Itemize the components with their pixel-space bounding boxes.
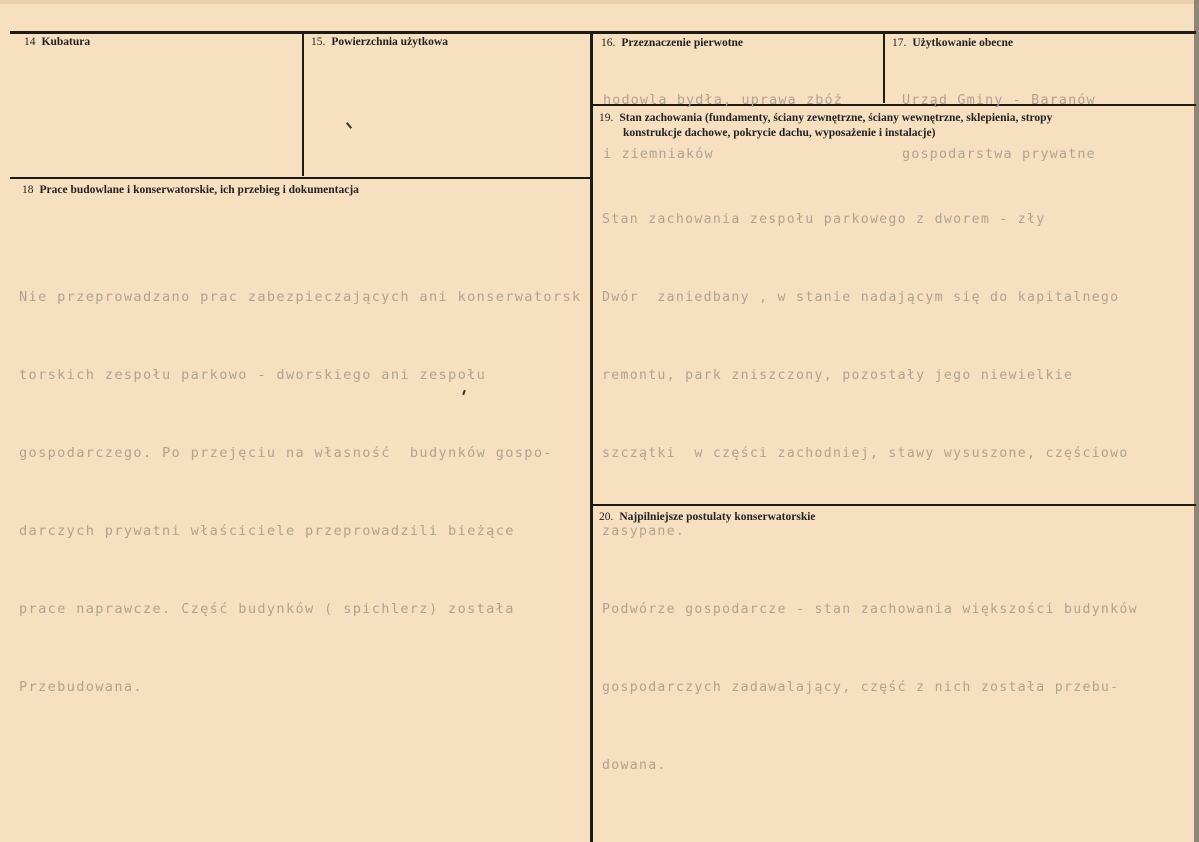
section-19-line: gospodarczych zadawalający, część z nich została przebu- <box>602 680 1120 695</box>
section-19-label <box>599 111 1052 126</box>
section-19-line: remontu, park zniszczony, pozostały jego niewielkie <box>602 368 1074 383</box>
section-20-title: Najpilniejsze postulaty konserwatorskie <box>619 511 816 523</box>
top-rule <box>10 31 1196 34</box>
section-20-label <box>599 510 816 525</box>
section-20-number: 20. <box>599 511 614 523</box>
section-19-text <box>602 155 1138 831</box>
section-17-line: gospodarstwa prywatne <box>902 146 1096 162</box>
section-19-label-cont <box>623 126 935 141</box>
section-15-label <box>311 35 448 50</box>
section-16-line: hodowla bydła, uprawa zbóż <box>603 92 843 108</box>
section-14-number: 14 <box>24 36 36 48</box>
section-16-title: Przeznaczenie pierwotne <box>621 37 744 49</box>
section-19-line: Podwórze gospodarcze - stan zachowania większości budynków <box>602 602 1138 617</box>
section-17-title: Użytkowanie obecne <box>912 37 1013 49</box>
section-19-line: Dwór zaniedbany , w stanie nadającym się do kapitalnego <box>602 290 1120 305</box>
section-17-number: 17. <box>892 37 907 49</box>
section-18-text <box>19 232 582 752</box>
rule-above-18 <box>10 177 592 179</box>
section-18-title: Prace budowlane i konserwatorskie, ich przebieg i dokumentacja <box>39 184 359 196</box>
section-18-number: 18 <box>22 184 34 196</box>
divider-14-15 <box>302 33 304 176</box>
paper-top-edge <box>0 0 1199 4</box>
section-19-line: zasypane. <box>602 524 686 539</box>
section-18-line: gospodarczego. Po przejęciu na własność budynków gospo- <box>19 445 553 461</box>
section-18-line: darczych prywatni właściciele przeprowadzili bieżące <box>19 523 515 539</box>
section-14-label <box>24 35 90 50</box>
section-18-line: prace naprawcze. Część budynków ( spichlerz) została <box>19 601 515 617</box>
section-17-line: Urząd Gminy - Baranów <box>902 92 1096 108</box>
section-16-label <box>601 36 743 51</box>
paper-speck <box>346 122 352 129</box>
section-18-label <box>22 183 359 198</box>
section-15-number: 15. <box>311 36 326 48</box>
section-18-line: torskich zespołu parkowo - dworskiego ani zespołu <box>19 367 487 383</box>
section-17-label <box>892 36 1013 51</box>
section-15-title: Powierzchnia użytkowa <box>331 36 448 48</box>
section-16-line: i ziemniaków <box>603 146 714 162</box>
section-19-line: dowana. <box>602 758 667 773</box>
section-19-title-line2: konstrukcje dachowe, pokrycie dachu, wyposażenie i instalacje) <box>623 127 936 139</box>
section-14-title: Kubatura <box>41 36 91 48</box>
section-19-line: Stan zachowania zespołu parkowego z dworem - zły <box>602 212 1046 227</box>
section-16-number: 16. <box>601 37 616 49</box>
center-divider <box>590 33 593 842</box>
section-18-line: Nie przeprowadzano prac zabezpieczających ani konserwatorsk <box>19 289 582 305</box>
section-19-number: 19. <box>599 112 614 124</box>
paper-right-edge <box>1194 0 1199 842</box>
section-19-line: szczątki w części zachodniej, stawy wysuszone, częściowo <box>602 446 1129 461</box>
divider-16-17 <box>883 33 885 103</box>
section-19-title-line1: Stan zachowania (fundamenty, ściany zewnętrzne, ściany wewnętrzne, sklepienia, stropy <box>619 112 1053 124</box>
section-18-line: Przebudowana. <box>19 679 143 695</box>
